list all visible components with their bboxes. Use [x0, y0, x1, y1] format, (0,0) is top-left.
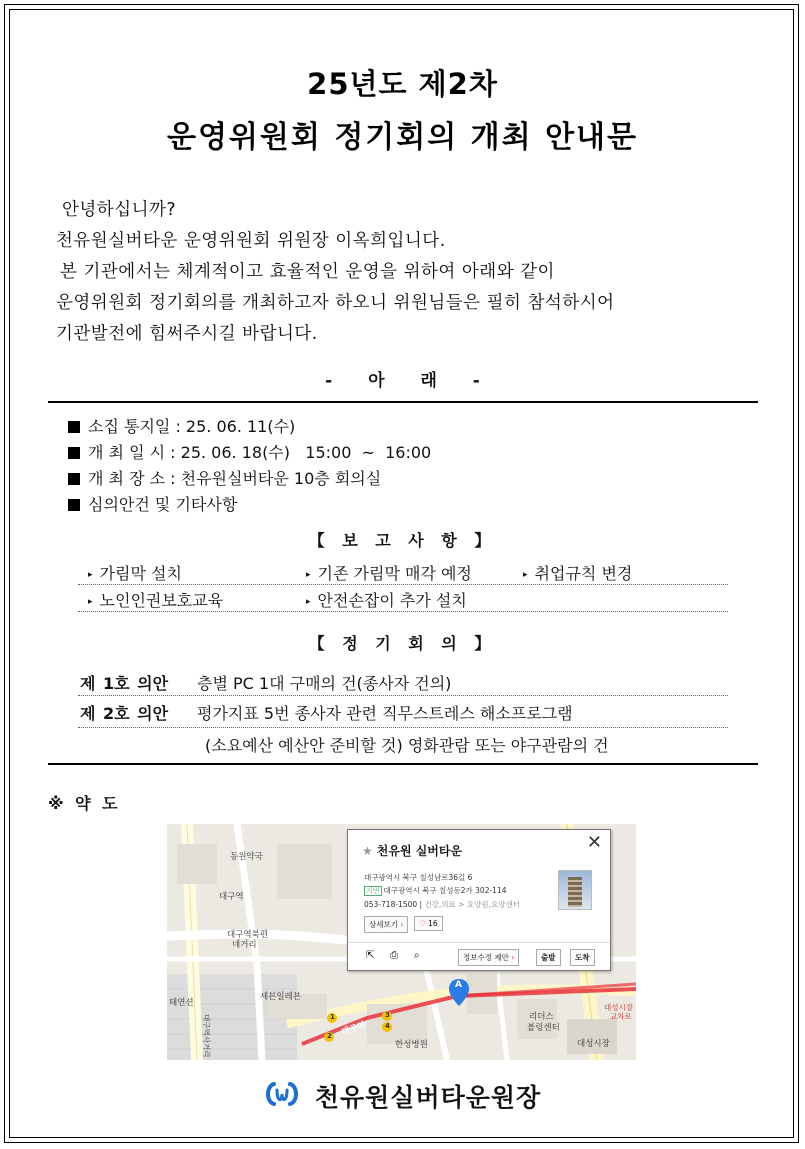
bullet-square-icon: [68, 421, 80, 433]
map-place-crossroad-2: 교차로: [610, 1012, 632, 1021]
bullet-square-icon: [68, 447, 80, 459]
bullet-square-icon: [68, 499, 80, 511]
popup-title: [362, 842, 462, 859]
info-location: [68, 466, 381, 489]
agenda-1-number: 제 1호 의안: [80, 674, 169, 693]
place-info-popup[interactable]: [347, 829, 611, 971]
report-item: [306, 561, 472, 584]
map-marker-label[interactable]: A: [455, 980, 462, 990]
triangle-bullet-icon: ▸: [88, 570, 93, 580]
star-icon[interactable]: ★: [362, 844, 373, 858]
popup-place-name[interactable]: 천유원 실버타운: [376, 844, 463, 858]
popup-phone[interactable]: 053-718-1500: [364, 900, 418, 909]
report-item-text: 취업규칙 변경: [534, 564, 633, 583]
report-item-text: 가림막 설치: [99, 564, 182, 583]
dotted-divider: [78, 695, 728, 696]
agenda-1-text: 층별 PC 1대 구매의 건(종사자 건의): [197, 674, 452, 693]
map-place-hotel: 태연션: [169, 998, 194, 1008]
report-item-text: 노인인권보호교육: [99, 591, 224, 610]
agenda-2-continuation: (소요예산 예산안 준비할 것) 영화관람 또는 야구관람의 건: [205, 736, 609, 755]
dotted-divider: [78, 727, 728, 728]
org-logo-icon: [264, 1080, 300, 1112]
report-item-text: 기존 가림막 매각 예정: [317, 564, 472, 583]
triangle-bullet-icon: ▸: [306, 570, 311, 580]
map-place-bowling-2: 볼링센터: [527, 1023, 560, 1033]
start-button[interactable]: 출발: [536, 949, 561, 966]
map-exit-3: 3: [385, 1011, 390, 1019]
popup-divider: [348, 942, 610, 943]
detail-button[interactable]: 상세보기 ›: [364, 916, 408, 933]
title-line-2: 운영위원회 정기회의 개최 안내문: [166, 120, 639, 155]
like-button[interactable]: ♡ 16: [414, 916, 443, 931]
report-item: [306, 588, 467, 611]
edit-suggest-label: 정보수정 제안: [463, 953, 509, 962]
jibun-text: 대구광역시 북구 칠성동2가 302-114: [383, 886, 507, 895]
map-exit-4: 4: [385, 1022, 390, 1030]
arrive-button[interactable]: 도착: [570, 949, 595, 966]
close-icon[interactable]: ✕: [586, 832, 602, 853]
location-map[interactable]: [167, 824, 636, 1060]
divider-top: [48, 401, 758, 403]
report-item-text: 안전손잡이 추가 설치: [317, 591, 467, 610]
agenda-2-number: 제 2호 의안: [80, 704, 169, 723]
report-item: [523, 561, 632, 584]
map-road-vertical: 대구역사거리: [202, 1014, 211, 1058]
map-place-crossroad: 대성시장: [604, 1003, 633, 1012]
map-route-label: 대구역: [340, 1020, 367, 1038]
triangle-bullet-icon: ▸: [88, 597, 93, 607]
popup-phone-category: 053-718-1500 | 건강,의료 > 요양원,요양센터: [364, 900, 520, 909]
info-text: 개 최 장 소 : 천유원실버타운 10층 회의실: [88, 469, 382, 488]
bullet-square-icon: [68, 473, 80, 485]
share-icon[interactable]: ⇱: [366, 950, 375, 961]
map-place-hospital: 한성병원: [395, 1040, 428, 1050]
report-item: [88, 561, 182, 584]
like-count: 16: [428, 919, 438, 928]
popup-category: 건강,의료 > 요양원,요양센터: [424, 900, 520, 909]
footer: [0, 1078, 805, 1114]
info-text: 개 최 일 시 : 25. 06. 18(수) 15:00 ~ 16:00: [88, 443, 432, 462]
map-exit-2: 2: [327, 1032, 332, 1040]
agenda-2-text: 평가지표 5번 종사자 관련 직무스트레스 해소프로그램: [197, 704, 573, 723]
greeting-line: 본 기관에서는 체계적이고 효율적인 운영을 위하여 아래와 같이: [60, 262, 555, 282]
popup-jibun-address: [364, 885, 507, 896]
map-place-intersection-2: 네거리: [232, 940, 257, 950]
dotted-divider: [78, 611, 728, 612]
popup-road-address: 대구광역시 북구 칠성남로36길 6: [364, 873, 473, 882]
meeting-heading: 【 정 기 회 의 】: [308, 634, 497, 653]
info-text: 심의안건 및 기타사항: [88, 495, 238, 514]
edit-suggest-button[interactable]: 정보수정 제안 ›: [458, 949, 519, 966]
greeting-line: 기관발전에 힘써주시길 바랍니다.: [56, 324, 318, 344]
divider-bottom: [48, 763, 758, 765]
info-agenda-note: [68, 492, 237, 515]
map-place-station: 대구역: [219, 892, 244, 902]
info-notice-date: [68, 414, 295, 437]
info-text: 소집 통지일 : 25. 06. 11(수): [88, 417, 296, 436]
greeting-line: 운영위원회 정기회의를 개최하고자 하오니 위원님들은 필히 참석하시어: [56, 293, 615, 313]
title-line-1: 25년도 제2차: [307, 67, 498, 101]
triangle-bullet-icon: ▸: [306, 597, 311, 607]
info-datetime: [68, 440, 431, 463]
jibun-tag: 지번: [366, 887, 380, 895]
notice-heading: - 아 래 -: [325, 371, 480, 391]
triangle-bullet-icon: ▸: [523, 570, 528, 580]
print-icon[interactable]: ⎙: [390, 950, 398, 961]
map-place-market: 대성시장: [577, 1039, 610, 1049]
map-place-store: 세븐일레븐: [260, 992, 302, 1002]
map-label: ※ 약 도: [48, 794, 118, 813]
greeting-line: 천유원실버타운 운영위원회 위원장 이옥희입니다.: [56, 231, 446, 251]
map-exit-1: 1: [330, 1013, 335, 1021]
map-place-bowling: 리더스: [529, 1012, 554, 1022]
detail-button-label: 상세보기: [369, 920, 398, 929]
footer-org-name: 천유원실버타운원장: [314, 1083, 542, 1112]
map-place-pharmacy: 동원약국: [230, 852, 263, 862]
building-photo[interactable]: [558, 870, 592, 910]
report-heading: 【 보 고 사 항 】: [308, 531, 497, 550]
dotted-divider: [78, 584, 728, 585]
zoom-icon[interactable]: ⌕: [414, 950, 420, 961]
report-item: [88, 588, 223, 611]
greeting-line: 안녕하십니까?: [62, 200, 177, 220]
map-place-intersection: 대구역북편: [227, 930, 269, 940]
